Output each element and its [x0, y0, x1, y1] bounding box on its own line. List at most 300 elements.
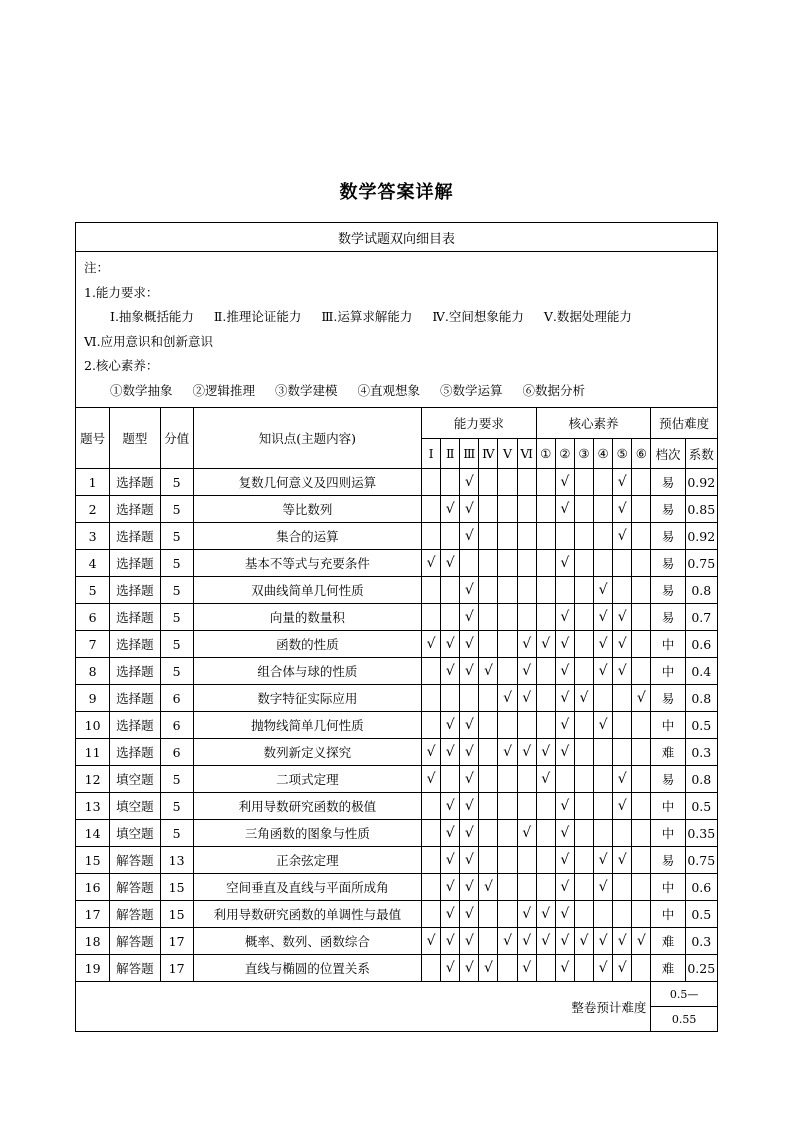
check-cell: √	[594, 577, 613, 604]
row-score: 5	[160, 604, 193, 631]
row-num: 3	[76, 523, 110, 550]
check-cell: √	[517, 955, 536, 982]
row-topic: 直线与椭圆的位置关系	[193, 955, 421, 982]
row-level: 易	[651, 847, 685, 874]
empty-cell	[498, 631, 517, 658]
row-type: 填空题	[110, 766, 160, 793]
check-cell: √	[555, 901, 574, 928]
empty-cell	[594, 496, 613, 523]
check-cell: √	[574, 685, 593, 712]
empty-cell	[536, 685, 555, 712]
row-type: 解答题	[110, 928, 160, 955]
empty-cell	[632, 739, 651, 766]
row-topic: 利用导数研究函数的单调性与最值	[193, 901, 421, 928]
check-cell: √	[555, 496, 574, 523]
row-type: 解答题	[110, 901, 160, 928]
empty-cell	[632, 469, 651, 496]
empty-cell	[632, 658, 651, 685]
empty-cell	[479, 550, 498, 577]
overall-difficulty-value-top: 0.5—	[651, 982, 718, 1007]
row-type: 解答题	[110, 955, 160, 982]
check-cell: √	[536, 631, 555, 658]
header-ability-col: Ⅰ	[422, 439, 441, 469]
check-cell: √	[555, 658, 574, 685]
check-cell: √	[555, 604, 574, 631]
row-score: 6	[160, 712, 193, 739]
row-coef: 0.35	[685, 820, 717, 847]
empty-cell	[594, 550, 613, 577]
check-cell: √	[498, 928, 517, 955]
check-cell: √	[460, 955, 479, 982]
check-cell: √	[613, 928, 632, 955]
overall-difficulty-label: 整卷预计难度	[76, 982, 651, 1032]
header-ability: 能力要求	[422, 408, 537, 439]
row-score: 5	[160, 469, 193, 496]
table-row	[76, 577, 718, 604]
empty-cell	[574, 847, 593, 874]
ability-item: Ⅳ.空间想象能力	[432, 309, 524, 324]
empty-cell	[441, 523, 460, 550]
check-cell: √	[498, 739, 517, 766]
check-cell: √	[555, 469, 574, 496]
row-level: 易	[651, 469, 685, 496]
check-cell: √	[594, 631, 613, 658]
header-literacy-col: ①	[536, 439, 555, 469]
row-topic: 组合体与球的性质	[193, 658, 421, 685]
check-cell: √	[460, 901, 479, 928]
row-score: 5	[160, 523, 193, 550]
check-cell: √	[498, 685, 517, 712]
row-level: 易	[651, 766, 685, 793]
empty-cell	[441, 604, 460, 631]
empty-cell	[517, 793, 536, 820]
literacy-item: ⑤数学运算	[440, 382, 503, 398]
header-ability-col: Ⅴ	[498, 439, 517, 469]
row-coef: 0.3	[685, 739, 717, 766]
empty-cell	[536, 874, 555, 901]
check-cell: √	[613, 604, 632, 631]
empty-cell	[594, 523, 613, 550]
check-cell: √	[555, 874, 574, 901]
row-coef: 0.8	[685, 685, 717, 712]
literacy-item: ⑥数据分析	[522, 382, 586, 398]
empty-cell	[479, 712, 498, 739]
empty-cell	[536, 847, 555, 874]
row-num: 8	[76, 658, 110, 685]
row-topic: 向量的数量积	[193, 604, 421, 631]
empty-cell	[498, 901, 517, 928]
row-score: 5	[160, 550, 193, 577]
empty-cell	[479, 739, 498, 766]
check-cell: √	[441, 550, 460, 577]
empty-cell	[517, 577, 536, 604]
empty-cell	[574, 523, 593, 550]
check-cell: √	[536, 901, 555, 928]
empty-cell	[632, 901, 651, 928]
empty-cell	[498, 874, 517, 901]
row-score: 5	[160, 631, 193, 658]
empty-cell	[422, 523, 441, 550]
check-cell: √	[460, 874, 479, 901]
literacy-item: ④直观想象	[357, 382, 421, 398]
empty-cell	[517, 604, 536, 631]
row-topic: 等比数列	[193, 496, 421, 523]
empty-cell	[632, 766, 651, 793]
specification-table	[75, 222, 718, 1032]
row-coef: 0.5	[685, 901, 717, 928]
check-cell: √	[517, 631, 536, 658]
check-cell: √	[441, 658, 460, 685]
empty-cell	[574, 874, 593, 901]
check-cell: √	[555, 550, 574, 577]
ability-item: Ⅴ.数据处理能力	[543, 309, 632, 324]
check-cell: √	[441, 955, 460, 982]
row-score: 6	[160, 739, 193, 766]
row-num: 2	[76, 496, 110, 523]
empty-cell	[555, 523, 574, 550]
row-num: 14	[76, 820, 110, 847]
check-cell: √	[460, 739, 479, 766]
empty-cell	[479, 577, 498, 604]
empty-cell	[574, 739, 593, 766]
check-cell: √	[536, 766, 555, 793]
table-row	[76, 874, 718, 901]
row-num: 9	[76, 685, 110, 712]
check-cell: √	[441, 739, 460, 766]
row-type: 选择题	[110, 523, 160, 550]
empty-cell	[536, 496, 555, 523]
table-row	[76, 901, 718, 928]
row-level: 易	[651, 496, 685, 523]
table-row	[76, 766, 718, 793]
row-topic: 基本不等式与充要条件	[193, 550, 421, 577]
empty-cell	[613, 739, 632, 766]
empty-cell	[422, 496, 441, 523]
empty-cell	[422, 847, 441, 874]
table-row	[76, 820, 718, 847]
row-type: 填空题	[110, 820, 160, 847]
empty-cell	[536, 550, 555, 577]
check-cell: √	[441, 631, 460, 658]
row-coef: 0.7	[685, 604, 717, 631]
check-cell: √	[517, 928, 536, 955]
empty-cell	[594, 685, 613, 712]
empty-cell	[517, 712, 536, 739]
row-coef: 0.5	[685, 712, 717, 739]
empty-cell	[632, 577, 651, 604]
check-cell: √	[517, 901, 536, 928]
row-type: 选择题	[110, 739, 160, 766]
empty-cell	[517, 766, 536, 793]
empty-cell	[422, 955, 441, 982]
check-cell: √	[594, 928, 613, 955]
row-topic: 二项式定理	[193, 766, 421, 793]
empty-cell	[574, 604, 593, 631]
empty-cell	[441, 685, 460, 712]
row-coef: 0.85	[685, 496, 717, 523]
empty-cell	[536, 793, 555, 820]
row-level: 易	[651, 685, 685, 712]
check-cell: √	[555, 847, 574, 874]
empty-cell	[422, 577, 441, 604]
empty-cell	[574, 955, 593, 982]
row-score: 5	[160, 793, 193, 820]
row-num: 1	[76, 469, 110, 496]
empty-cell	[517, 469, 536, 496]
check-cell: √	[536, 739, 555, 766]
check-cell: √	[460, 766, 479, 793]
empty-cell	[574, 469, 593, 496]
row-topic: 概率、数列、函数综合	[193, 928, 421, 955]
empty-cell	[594, 469, 613, 496]
empty-cell	[632, 847, 651, 874]
row-topic: 集合的运算	[193, 523, 421, 550]
row-num: 18	[76, 928, 110, 955]
check-cell: √	[613, 631, 632, 658]
check-cell: √	[613, 793, 632, 820]
empty-cell	[613, 901, 632, 928]
ability-item: Ⅲ.运算求解能力	[321, 309, 413, 324]
check-cell: √	[517, 820, 536, 847]
literacy-heading: 2.核心素养：	[84, 358, 159, 373]
row-coef: 0.25	[685, 955, 717, 982]
row-type: 选择题	[110, 658, 160, 685]
empty-cell	[536, 820, 555, 847]
check-cell: √	[479, 658, 498, 685]
empty-cell	[479, 820, 498, 847]
check-cell: √	[632, 928, 651, 955]
row-type: 选择题	[110, 496, 160, 523]
check-cell: √	[517, 739, 536, 766]
check-cell: √	[594, 874, 613, 901]
empty-cell	[498, 469, 517, 496]
row-score: 13	[160, 847, 193, 874]
check-cell: √	[441, 928, 460, 955]
header-ability-col: Ⅳ	[479, 439, 498, 469]
header-difficulty: 预估难度	[651, 408, 718, 439]
row-topic: 抛物线简单几何性质	[193, 712, 421, 739]
row-coef: 0.75	[685, 550, 717, 577]
check-cell: √	[460, 928, 479, 955]
check-cell: √	[555, 685, 574, 712]
check-cell: √	[460, 631, 479, 658]
empty-cell	[574, 820, 593, 847]
empty-cell	[536, 604, 555, 631]
row-score: 5	[160, 766, 193, 793]
row-type: 选择题	[110, 604, 160, 631]
row-level: 中	[651, 712, 685, 739]
empty-cell	[536, 469, 555, 496]
row-num: 6	[76, 604, 110, 631]
empty-cell	[479, 523, 498, 550]
row-score: 17	[160, 928, 193, 955]
header-ability-col: Ⅵ	[517, 439, 536, 469]
empty-cell	[498, 766, 517, 793]
header-literacy: 核心素养	[536, 408, 651, 439]
row-level: 中	[651, 793, 685, 820]
empty-cell	[594, 793, 613, 820]
header-ability-col: Ⅲ	[460, 439, 479, 469]
check-cell: √	[555, 820, 574, 847]
table-title: 数学试题双向细目表	[76, 223, 718, 252]
check-cell: √	[613, 523, 632, 550]
row-topic: 双曲线简单几何性质	[193, 577, 421, 604]
empty-cell	[498, 496, 517, 523]
check-cell: √	[460, 496, 479, 523]
header-literacy-col: ②	[555, 439, 574, 469]
row-num: 15	[76, 847, 110, 874]
empty-cell	[594, 739, 613, 766]
check-cell: √	[613, 469, 632, 496]
row-type: 解答题	[110, 874, 160, 901]
empty-cell	[555, 577, 574, 604]
check-cell: √	[613, 766, 632, 793]
row-topic: 函数的性质	[193, 631, 421, 658]
check-cell: √	[555, 712, 574, 739]
check-cell: √	[422, 928, 441, 955]
row-num: 17	[76, 901, 110, 928]
notes-section	[76, 252, 718, 408]
empty-cell	[536, 955, 555, 982]
check-cell: √	[460, 712, 479, 739]
empty-cell	[422, 604, 441, 631]
row-score: 15	[160, 874, 193, 901]
empty-cell	[613, 550, 632, 577]
literacy-item: ③数学建模	[275, 382, 338, 398]
empty-cell	[574, 901, 593, 928]
empty-cell	[479, 766, 498, 793]
empty-cell	[422, 712, 441, 739]
check-cell: √	[555, 793, 574, 820]
empty-cell	[498, 712, 517, 739]
empty-cell	[613, 874, 632, 901]
empty-cell	[422, 658, 441, 685]
empty-cell	[498, 820, 517, 847]
overall-difficulty-value-bottom: 0.55	[651, 1007, 718, 1032]
header-type: 题型	[110, 408, 160, 469]
empty-cell	[422, 820, 441, 847]
empty-cell	[536, 577, 555, 604]
empty-cell	[632, 793, 651, 820]
header-score: 分值	[160, 408, 193, 469]
row-level: 中	[651, 658, 685, 685]
check-cell: √	[574, 928, 593, 955]
table-row	[76, 685, 718, 712]
table-row	[76, 955, 718, 982]
ability-last: Ⅵ.应用意识和创新意识	[84, 333, 214, 349]
row-score: 15	[160, 901, 193, 928]
check-cell: √	[460, 577, 479, 604]
row-num: 13	[76, 793, 110, 820]
header-literacy-col: ④	[594, 439, 613, 469]
empty-cell	[479, 685, 498, 712]
empty-cell	[536, 712, 555, 739]
row-type: 解答题	[110, 847, 160, 874]
empty-cell	[574, 550, 593, 577]
check-cell: √	[460, 604, 479, 631]
table-row	[76, 496, 718, 523]
row-level: 中	[651, 820, 685, 847]
empty-cell	[632, 955, 651, 982]
row-score: 5	[160, 496, 193, 523]
table-row	[76, 739, 718, 766]
ability-item: Ⅱ.推理论证能力	[213, 309, 302, 324]
row-topic: 数字特征实际应用	[193, 685, 421, 712]
row-num: 11	[76, 739, 110, 766]
header-literacy-col: ⑤	[613, 439, 632, 469]
row-level: 易	[651, 604, 685, 631]
header-knowledge: 知识点(主题内容)	[193, 408, 421, 469]
check-cell: √	[460, 658, 479, 685]
empty-cell	[498, 523, 517, 550]
literacy-item: ②逻辑推理	[192, 382, 256, 398]
row-coef: 0.8	[685, 577, 717, 604]
empty-cell	[632, 631, 651, 658]
row-coef: 0.3	[685, 928, 717, 955]
row-level: 中	[651, 631, 685, 658]
empty-cell	[498, 847, 517, 874]
header-literacy-col: ⑥	[632, 439, 651, 469]
ability-list	[84, 305, 709, 330]
row-type: 选择题	[110, 631, 160, 658]
check-cell: √	[594, 658, 613, 685]
empty-cell	[536, 523, 555, 550]
empty-cell	[632, 712, 651, 739]
empty-cell	[441, 469, 460, 496]
ability-heading: 1.能力要求：	[84, 284, 159, 300]
empty-cell	[479, 928, 498, 955]
check-cell: √	[555, 928, 574, 955]
empty-cell	[632, 874, 651, 901]
row-level: 难	[651, 955, 685, 982]
check-cell: √	[517, 658, 536, 685]
row-coef: 0.6	[685, 631, 717, 658]
row-num: 7	[76, 631, 110, 658]
row-coef: 0.92	[685, 523, 717, 550]
empty-cell	[517, 874, 536, 901]
check-cell: √	[422, 550, 441, 577]
empty-cell	[422, 793, 441, 820]
check-cell: √	[441, 901, 460, 928]
check-cell: √	[555, 955, 574, 982]
empty-cell	[422, 685, 441, 712]
empty-cell	[517, 550, 536, 577]
check-cell: √	[441, 793, 460, 820]
empty-cell	[632, 550, 651, 577]
check-cell: √	[422, 739, 441, 766]
table-row	[76, 550, 718, 577]
row-type: 填空题	[110, 793, 160, 820]
empty-cell	[498, 658, 517, 685]
empty-cell	[594, 901, 613, 928]
row-topic: 利用导数研究函数的极值	[193, 793, 421, 820]
check-cell: √	[555, 631, 574, 658]
check-cell: √	[441, 874, 460, 901]
check-cell: √	[460, 793, 479, 820]
row-score: 5	[160, 820, 193, 847]
empty-cell	[613, 685, 632, 712]
empty-cell	[613, 820, 632, 847]
page-title: 数学答案详解	[339, 182, 454, 203]
row-topic: 复数几何意义及四则运算	[193, 469, 421, 496]
row-score: 5	[160, 658, 193, 685]
check-cell: √	[441, 820, 460, 847]
table-row	[76, 847, 718, 874]
header-literacy-col: ③	[574, 439, 593, 469]
empty-cell	[479, 496, 498, 523]
empty-cell	[574, 766, 593, 793]
empty-cell	[574, 712, 593, 739]
